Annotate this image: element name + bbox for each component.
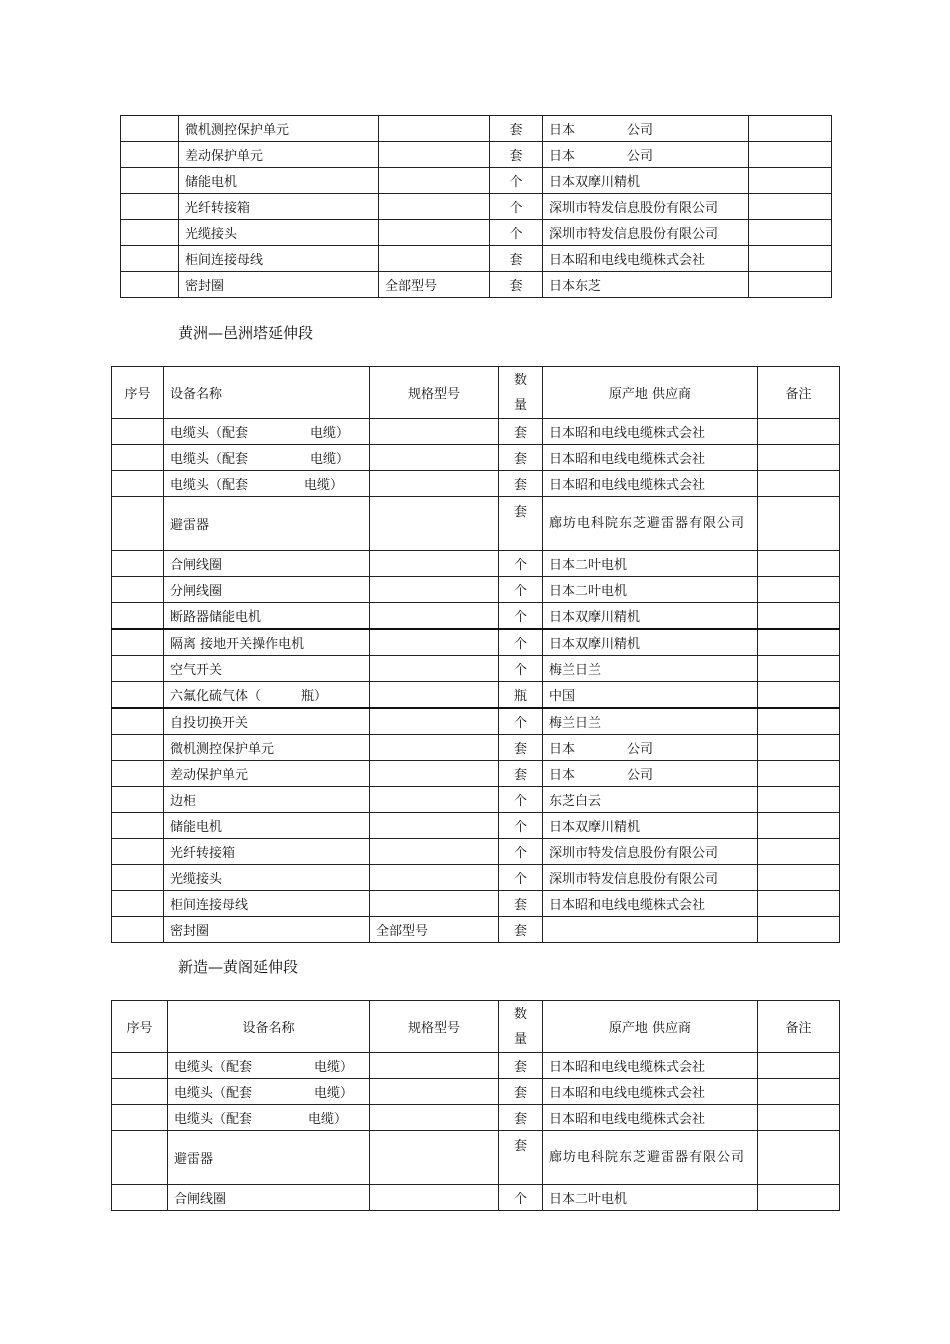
cell-name: 微机测控保护单元 (164, 735, 370, 761)
cell-spec (370, 629, 499, 656)
cell-note (758, 787, 840, 813)
cell-origin: 日本昭和电线电缆株式会社 (543, 891, 758, 917)
cell-note (758, 577, 840, 603)
table-row (121, 168, 832, 194)
cell-spec (370, 497, 499, 551)
table-row (112, 1079, 840, 1105)
cell-origin: 日本昭和电线电缆株式会社 (543, 471, 758, 497)
cell-unit: 个 (499, 656, 543, 682)
header-no: 序号 (112, 367, 164, 419)
cell-no (112, 497, 164, 551)
cell-unit: 套 (499, 891, 543, 917)
table-header-row (112, 1001, 840, 1053)
cell-name: 密封圈 (179, 272, 379, 298)
cell-name: 光缆接头 (164, 865, 370, 891)
cell-note (749, 272, 832, 298)
cell-spec (370, 656, 499, 682)
cell-note (758, 471, 840, 497)
cell-name: 光纤转接箱 (179, 194, 379, 220)
cell-origin: 深圳市特发信息股份有限公司 (543, 839, 758, 865)
cell-name: 电缆头（配套 电缆） (168, 1053, 370, 1079)
cell-origin: 日本二叶电机 (543, 1185, 758, 1211)
cell-unit: 个 (490, 194, 543, 220)
cell-note (758, 1131, 840, 1185)
cell-unit: 套 (490, 246, 543, 272)
header-qty: 数 量 (499, 367, 543, 419)
header-spec: 规格型号 (370, 1001, 499, 1053)
table-row (121, 220, 832, 246)
table-row (112, 813, 840, 839)
cell-no (112, 577, 164, 603)
equipment-table-2 (111, 366, 840, 943)
cell-note (758, 1053, 840, 1079)
cell-origin: 日本二叶电机 (543, 551, 758, 577)
cell-note (758, 419, 840, 445)
cell-note (758, 761, 840, 787)
cell-origin: 东芝白云 (543, 787, 758, 813)
table-row (112, 419, 840, 445)
cell-unit: 套 (490, 272, 543, 298)
table-row (112, 629, 840, 656)
cell-no (112, 682, 164, 709)
cell-origin: 日本 公司 (543, 142, 749, 168)
cell-name: 六氟化硫气体（ 瓶） (164, 682, 370, 709)
section-title: 新造—黄阁延伸段 (178, 958, 299, 976)
cell-name: 电缆头（配套 电缆） (168, 1079, 370, 1105)
header-origin: 原产地 供应商 (543, 1001, 758, 1053)
cell-spec (370, 1185, 499, 1211)
cell-unit: 个 (499, 839, 543, 865)
cell-origin: 深圳市特发信息股份有限公司 (543, 194, 749, 220)
cell-unit: 套 (499, 917, 543, 943)
cell-note (749, 220, 832, 246)
cell-spec (370, 839, 499, 865)
header-qty: 数 量 (499, 1001, 543, 1053)
cell-note (749, 116, 832, 142)
cell-spec (370, 1131, 499, 1185)
cell-name: 密封圈 (164, 917, 370, 943)
cell-name: 柜间连接母线 (179, 246, 379, 272)
cell-spec: 全部型号 (370, 917, 499, 943)
cell-unit: 个 (499, 813, 543, 839)
cell-no (121, 246, 179, 272)
table-row (112, 787, 840, 813)
cell-no (112, 603, 164, 630)
cell-spec (370, 1053, 499, 1079)
cell-spec (370, 471, 499, 497)
cell-name: 合闸线圈 (164, 551, 370, 577)
table-row (112, 708, 840, 735)
table-row (112, 445, 840, 471)
header-no: 序号 (112, 1001, 168, 1053)
cell-no (112, 419, 164, 445)
cell-no (112, 891, 164, 917)
table-row (112, 656, 840, 682)
cell-note (758, 917, 840, 943)
cell-note (758, 735, 840, 761)
cell-name: 柜间连接母线 (164, 891, 370, 917)
cell-note (758, 551, 840, 577)
cell-spec (370, 813, 499, 839)
header-name: 设备名称 (164, 367, 370, 419)
table-row (112, 682, 840, 709)
header-spec: 规格型号 (370, 367, 499, 419)
cell-name: 差动保护单元 (164, 761, 370, 787)
cell-no (112, 839, 164, 865)
cell-spec (379, 220, 490, 246)
cell-spec (370, 577, 499, 603)
cell-no (121, 194, 179, 220)
table-row (112, 577, 840, 603)
cell-no (112, 445, 164, 471)
cell-note (758, 1185, 840, 1211)
cell-spec (370, 419, 499, 445)
cell-unit: 套 (499, 1053, 543, 1079)
cell-spec (370, 1105, 499, 1131)
cell-spec (370, 761, 499, 787)
cell-origin: 日本昭和电线电缆株式会社 (543, 445, 758, 471)
equipment-table-1 (120, 115, 832, 298)
cell-no (112, 787, 164, 813)
table-row (112, 497, 840, 551)
cell-unit: 套 (499, 761, 543, 787)
cell-origin: 日本 公司 (543, 735, 758, 761)
cell-unit: 个 (499, 1185, 543, 1211)
cell-origin: 梅兰日兰 (543, 708, 758, 735)
cell-origin: 日本双摩川精机 (543, 629, 758, 656)
cell-origin: 日本昭和电线电缆株式会社 (543, 1105, 758, 1131)
cell-note (749, 246, 832, 272)
section-title: 黄洲—邑洲塔延伸段 (178, 324, 314, 342)
cell-note (758, 1105, 840, 1131)
table-row (112, 1105, 840, 1131)
cell-spec (370, 865, 499, 891)
table-row (112, 1131, 840, 1185)
cell-spec (370, 708, 499, 735)
table-row (112, 761, 840, 787)
cell-origin: 日本昭和电线电缆株式会社 (543, 1053, 758, 1079)
cell-note (749, 168, 832, 194)
cell-spec (379, 116, 490, 142)
cell-spec (370, 682, 499, 709)
cell-no (112, 865, 164, 891)
cell-unit: 个 (490, 168, 543, 194)
cell-unit: 个 (499, 551, 543, 577)
cell-unit: 个 (499, 629, 543, 656)
cell-unit: 套 (499, 1131, 543, 1185)
cell-origin: 梅兰日兰 (543, 656, 758, 682)
table-row (112, 917, 840, 943)
cell-unit: 套 (499, 735, 543, 761)
cell-origin: 日本昭和电线电缆株式会社 (543, 1079, 758, 1105)
table-row (112, 1053, 840, 1079)
cell-name: 合闸线圈 (168, 1185, 370, 1211)
cell-name: 储能电机 (164, 813, 370, 839)
cell-unit: 个 (499, 865, 543, 891)
cell-unit: 个 (499, 603, 543, 630)
table-row (112, 891, 840, 917)
cell-spec (379, 246, 490, 272)
cell-no (112, 917, 164, 943)
table-row (112, 603, 840, 630)
cell-origin (543, 917, 758, 943)
equipment-table-3 (111, 1000, 840, 1211)
cell-no (112, 1105, 168, 1131)
cell-no (112, 761, 164, 787)
cell-spec (370, 735, 499, 761)
cell-no (121, 272, 179, 298)
cell-no (112, 471, 164, 497)
cell-unit: 个 (499, 577, 543, 603)
cell-origin: 日本昭和电线电缆株式会社 (543, 419, 758, 445)
table-row (112, 1185, 840, 1211)
cell-origin: 深圳市特发信息股份有限公司 (543, 220, 749, 246)
cell-name: 差动保护单元 (179, 142, 379, 168)
cell-origin: 日本双摩川精机 (543, 813, 758, 839)
cell-name: 空气开关 (164, 656, 370, 682)
table-row (121, 116, 832, 142)
cell-name: 断路器储能电机 (164, 603, 370, 630)
cell-unit: 套 (490, 116, 543, 142)
cell-unit: 套 (499, 497, 543, 551)
cell-name: 微机测控保护单元 (179, 116, 379, 142)
table-row (112, 735, 840, 761)
cell-no (121, 220, 179, 246)
cell-no (112, 629, 164, 656)
cell-no (112, 813, 164, 839)
cell-note (758, 865, 840, 891)
cell-note (749, 194, 832, 220)
cell-unit: 个 (499, 708, 543, 735)
cell-name: 电缆头（配套 电缆） (168, 1105, 370, 1131)
cell-note (758, 891, 840, 917)
cell-no (112, 1185, 168, 1211)
table-row (121, 246, 832, 272)
cell-origin: 廊坊电科院东芝避雷器有限公司 (543, 497, 758, 551)
cell-name: 分闸线圈 (164, 577, 370, 603)
cell-name: 避雷器 (164, 497, 370, 551)
cell-origin: 日本昭和电线电缆株式会社 (543, 246, 749, 272)
cell-unit: 套 (490, 142, 543, 168)
cell-no (112, 656, 164, 682)
cell-note (758, 708, 840, 735)
cell-name: 自投切换开关 (164, 708, 370, 735)
table-header-row (112, 367, 840, 419)
cell-name: 边柜 (164, 787, 370, 813)
header-name: 设备名称 (168, 1001, 370, 1053)
cell-unit: 套 (499, 1105, 543, 1131)
cell-unit: 套 (499, 1079, 543, 1105)
cell-name: 储能电机 (179, 168, 379, 194)
cell-name: 避雷器 (168, 1131, 370, 1185)
cell-origin: 日本 公司 (543, 761, 758, 787)
cell-name: 电缆头（配套 电缆） (164, 445, 370, 471)
cell-origin: 廊坊电科院东芝避雷器有限公司 (543, 1131, 758, 1185)
cell-no (121, 142, 179, 168)
table-row (121, 272, 832, 298)
cell-spec (379, 168, 490, 194)
cell-name: 电缆头（配套 电缆） (164, 419, 370, 445)
cell-spec (370, 445, 499, 471)
cell-no (121, 168, 179, 194)
table-row (121, 142, 832, 168)
cell-origin: 深圳市特发信息股份有限公司 (543, 865, 758, 891)
cell-note (758, 629, 840, 656)
cell-note (758, 497, 840, 551)
cell-spec (370, 603, 499, 630)
cell-note (758, 839, 840, 865)
cell-unit: 套 (499, 471, 543, 497)
header-origin: 原产地 供应商 (543, 367, 758, 419)
cell-no (121, 116, 179, 142)
cell-spec (370, 1079, 499, 1105)
cell-unit: 个 (490, 220, 543, 246)
cell-name: 光缆接头 (179, 220, 379, 246)
table-row (121, 194, 832, 220)
cell-origin: 日本 公司 (543, 116, 749, 142)
cell-note (758, 682, 840, 709)
cell-name: 隔离 接地开关操作电机 (164, 629, 370, 656)
cell-spec (379, 194, 490, 220)
cell-no (112, 1053, 168, 1079)
cell-spec: 全部型号 (379, 272, 490, 298)
cell-note (758, 1079, 840, 1105)
cell-no (112, 735, 164, 761)
cell-origin: 中国 (543, 682, 758, 709)
cell-no (112, 708, 164, 735)
header-note: 备注 (758, 367, 840, 419)
cell-no (112, 551, 164, 577)
table-row (112, 865, 840, 891)
cell-note (749, 142, 832, 168)
cell-note (758, 813, 840, 839)
cell-note (758, 603, 840, 630)
cell-no (112, 1079, 168, 1105)
cell-no (112, 1131, 168, 1185)
cell-unit: 套 (499, 419, 543, 445)
cell-origin: 日本双摩川精机 (543, 168, 749, 194)
cell-note (758, 656, 840, 682)
cell-origin: 日本二叶电机 (543, 577, 758, 603)
cell-unit: 瓶 (499, 682, 543, 709)
cell-spec (379, 142, 490, 168)
cell-spec (370, 891, 499, 917)
cell-unit: 套 (499, 445, 543, 471)
cell-spec (370, 551, 499, 577)
cell-name: 光纤转接箱 (164, 839, 370, 865)
cell-note (758, 445, 840, 471)
table-row (112, 471, 840, 497)
cell-name: 电缆头（配套 电缆） (164, 471, 370, 497)
table-row (112, 551, 840, 577)
table-row (112, 839, 840, 865)
cell-origin: 日本东芝 (543, 272, 749, 298)
cell-unit: 个 (499, 787, 543, 813)
header-note: 备注 (758, 1001, 840, 1053)
cell-spec (370, 787, 499, 813)
cell-origin: 日本双摩川精机 (543, 603, 758, 630)
